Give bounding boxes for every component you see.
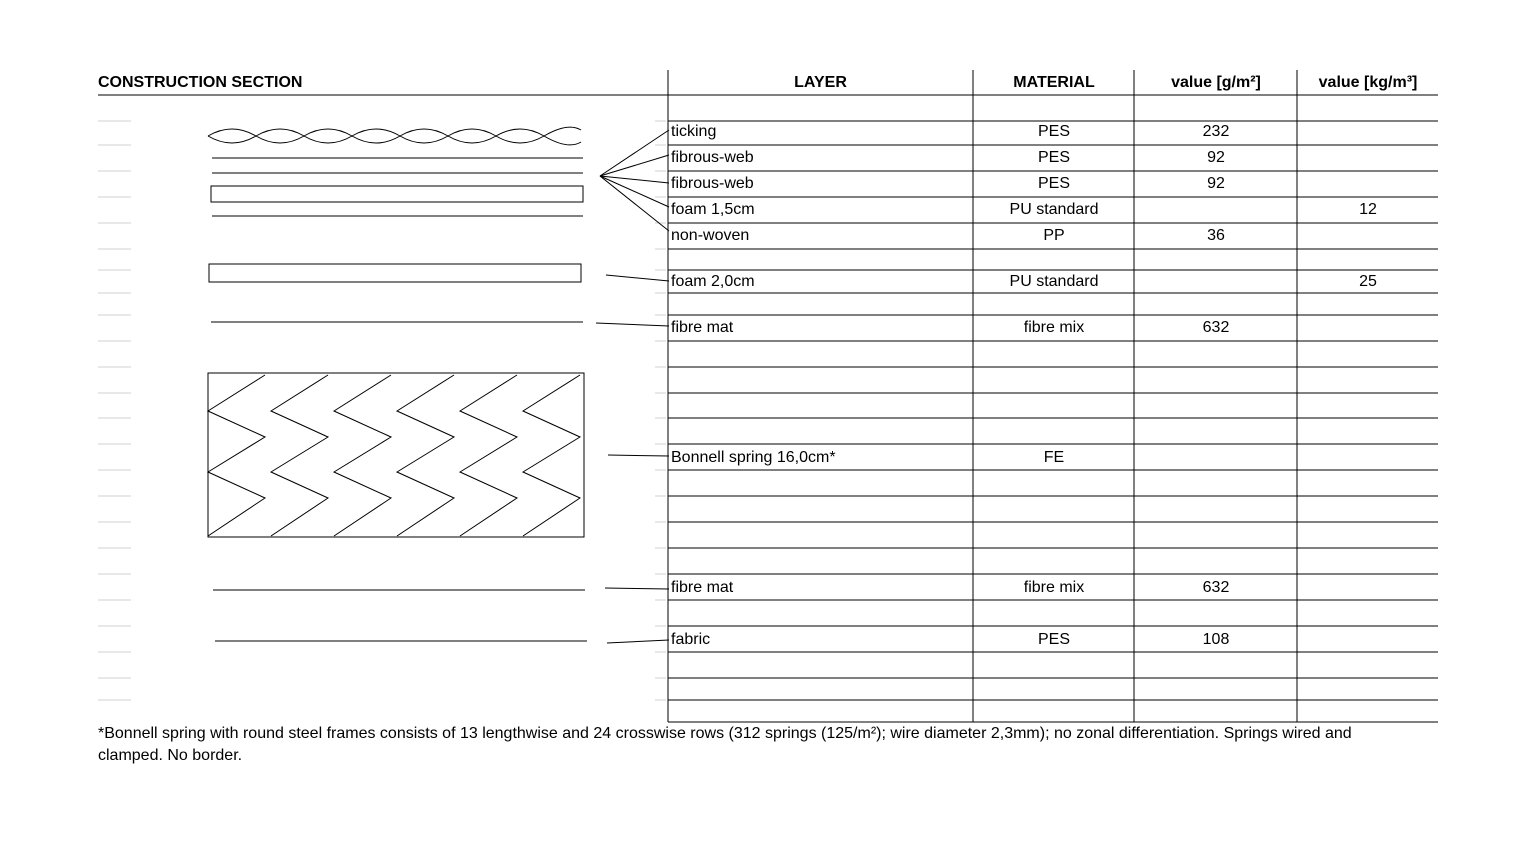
table-row-material: PES bbox=[1037, 123, 1070, 140]
footnote: *Bonnell spring with round steel frames consists of 13 lengthwise and 24 crosswise rows (312 springs (125/m²); wire diameter 2,3mm); no zonal differentiation. Springs wired and clamped. No border. bbox=[98, 725, 1352, 764]
layer-header: LAYER bbox=[794, 74, 847, 91]
table-row-layer: fabric bbox=[671, 631, 711, 648]
value-kgm3-header: value [kg/m³] bbox=[1318, 74, 1418, 91]
table-row-material: FE bbox=[1043, 449, 1065, 466]
bonnell-spring-drawing bbox=[208, 373, 584, 537]
table-row-value-gm2: 632 bbox=[1202, 319, 1230, 336]
table-row-value-gm2: 632 bbox=[1202, 579, 1230, 596]
leader-lines bbox=[596, 130, 669, 643]
table-row-value-kgm3 bbox=[1298, 173, 1438, 195]
table-row-layer: fibrous-web bbox=[671, 175, 754, 192]
table-row-layer: ticking bbox=[671, 123, 717, 140]
table-row-value-gm2: 108 bbox=[1202, 631, 1230, 648]
construction-section-header: CONSTRUCTION SECTION bbox=[98, 74, 303, 91]
table-row-layer: fibre mat bbox=[671, 319, 734, 336]
foam-2-0cm-rect bbox=[209, 264, 581, 282]
table-row-value-kgm3 bbox=[1298, 447, 1438, 469]
table-row-material: PES bbox=[1037, 175, 1070, 192]
table-row-value-kgm3 bbox=[1298, 225, 1438, 247]
table-row-material: fibre mix bbox=[1023, 579, 1085, 596]
table-row-layer: foam 2,0cm bbox=[671, 273, 755, 290]
table-row-value-kgm3 bbox=[1298, 629, 1438, 651]
table-row-layer: Bonnell spring 16,0cm* bbox=[671, 449, 836, 466]
table-row-value-gm2: 232 bbox=[1202, 123, 1230, 140]
table-row-value-kgm3: 25 bbox=[1359, 273, 1377, 290]
table-row-value-gm2: 92 bbox=[1207, 149, 1225, 166]
foam-1-5cm-rect bbox=[211, 186, 583, 202]
table-row-layer: non-woven bbox=[671, 227, 750, 244]
table-row-value-gm2: 36 bbox=[1207, 227, 1225, 244]
ticking-drawing bbox=[208, 127, 581, 145]
table-row-value-gm2: 92 bbox=[1207, 175, 1225, 192]
table-row-layer: foam 1,5cm bbox=[671, 201, 755, 218]
table-row-layer: fibre mat bbox=[671, 579, 734, 596]
table-row-material: PP bbox=[1043, 227, 1065, 244]
table-row-value-kgm3: 12 bbox=[1359, 201, 1377, 218]
table-row-layer: fibrous-web bbox=[671, 149, 754, 166]
material-header: MATERIAL bbox=[1013, 74, 1095, 91]
table-row-value-kgm3 bbox=[1298, 147, 1438, 169]
table-row-value-gm2 bbox=[1135, 271, 1297, 293]
table-row-value-kgm3 bbox=[1298, 121, 1438, 143]
table-row-value-gm2 bbox=[1135, 447, 1297, 469]
table-row-material: PES bbox=[1037, 149, 1070, 166]
table-row-value-gm2 bbox=[1135, 199, 1297, 221]
table-row-value-kgm3 bbox=[1298, 317, 1438, 339]
table-row-material: PES bbox=[1037, 631, 1070, 648]
table-row-material: PU standard bbox=[1009, 273, 1099, 290]
table-row-material: PU standard bbox=[1009, 201, 1099, 218]
value-gm2-header: value [g/m²] bbox=[1171, 74, 1261, 91]
table-row-value-kgm3 bbox=[1298, 577, 1438, 599]
table-row-material: fibre mix bbox=[1023, 319, 1085, 336]
